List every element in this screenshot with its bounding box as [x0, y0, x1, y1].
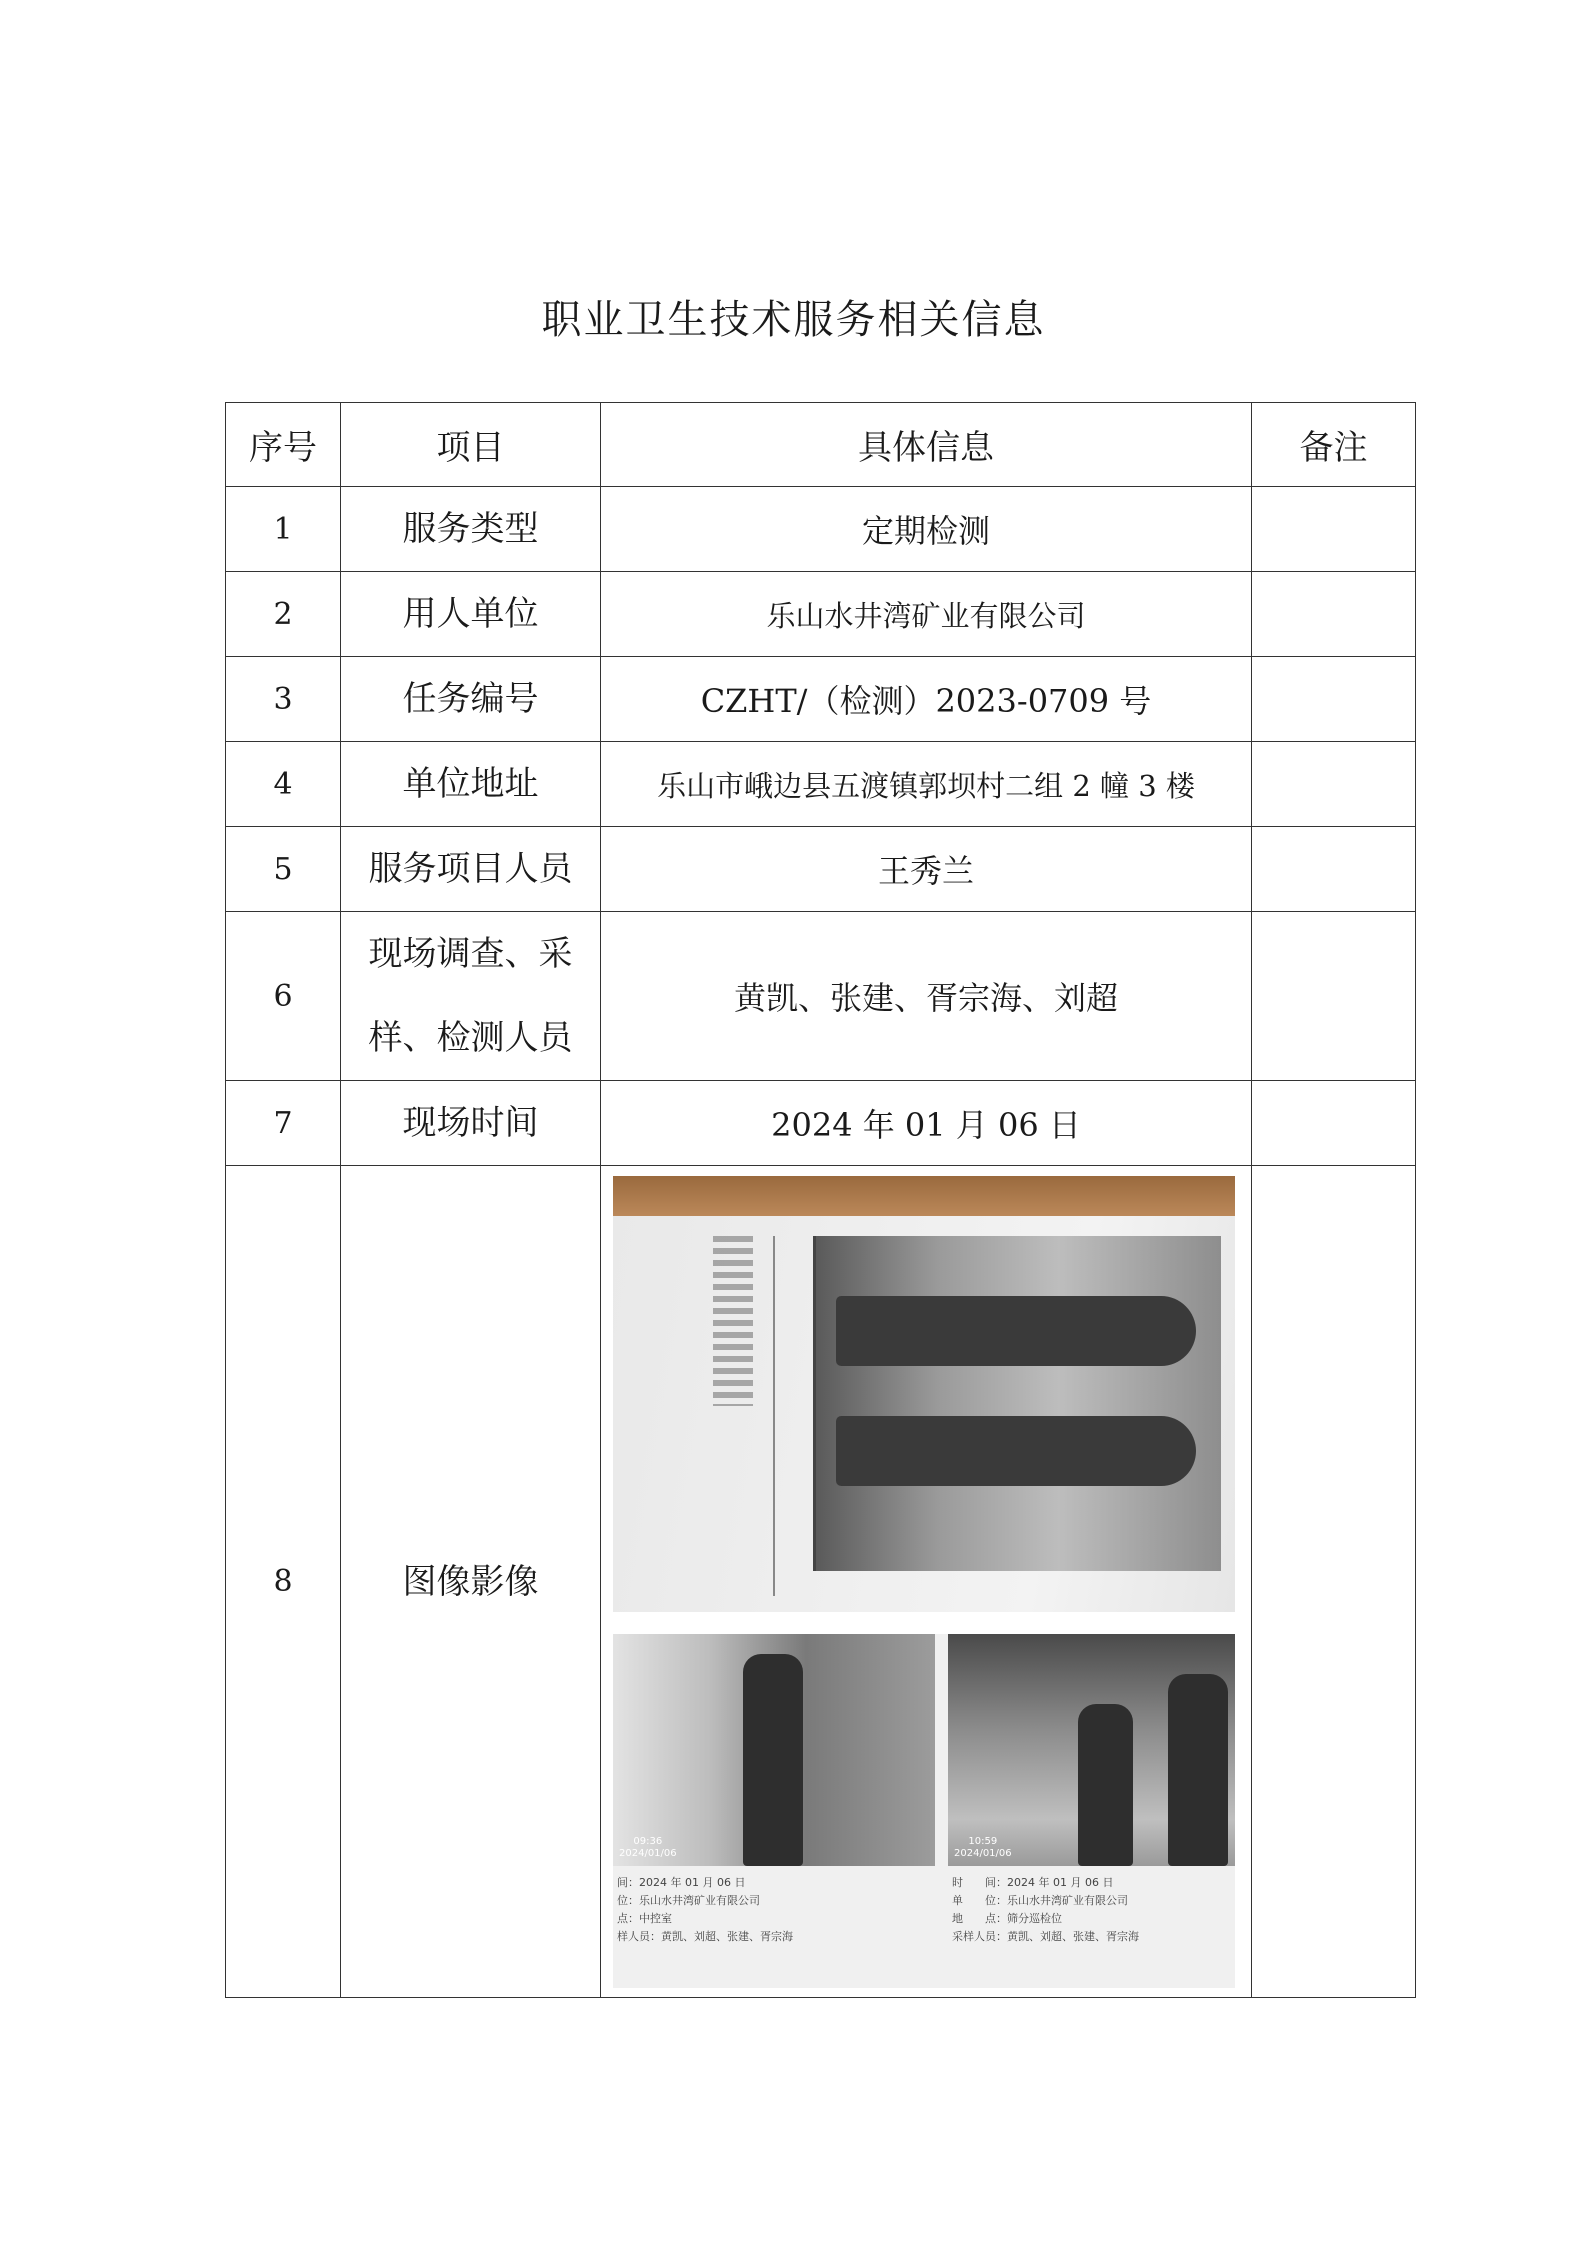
table-row	[226, 742, 1416, 827]
photo-caption	[613, 1874, 939, 1946]
row-detail: 定期检测	[601, 487, 1252, 572]
table-row	[226, 1081, 1416, 1166]
row-no: 5	[226, 827, 341, 912]
photo-collage	[613, 1176, 1235, 1988]
photo-person	[836, 1296, 1196, 1366]
row-detail: 王秀兰	[601, 827, 1252, 912]
row-no: 4	[226, 742, 341, 827]
row-note	[1252, 487, 1416, 572]
row-item: 现场时间	[341, 1081, 601, 1166]
stamp-date: 2024/01/06	[619, 1848, 677, 1859]
page-title: 职业卫生技术服务相关信息	[541, 297, 1046, 343]
row-detail: 2024 年 01 月 06 日	[601, 1081, 1252, 1166]
row-note	[1252, 742, 1416, 827]
row-note	[1252, 572, 1416, 657]
row-no: 7	[226, 1081, 341, 1166]
photo-person	[1078, 1704, 1133, 1866]
photo-stamp	[954, 1836, 1012, 1860]
header-item: 项目	[341, 403, 601, 487]
caption-staff: 样人员：黄凯、刘超、张建、胥宗海	[617, 1930, 793, 1943]
caption-unit: 单 位：乐山水井湾矿业有限公司	[952, 1894, 1128, 1907]
photo-divider	[773, 1236, 775, 1596]
row-detail-images	[601, 1166, 1252, 1998]
caption-place: 点：中控室	[617, 1912, 672, 1925]
row-item: 服务项目人员	[341, 827, 601, 912]
photo-row-bottom	[613, 1634, 1235, 1988]
photo-printed-text	[713, 1236, 753, 1406]
row-no: 2	[226, 572, 341, 657]
caption-place: 地 点：筛分巡检位	[952, 1912, 1062, 1925]
row-no: 8	[226, 1166, 341, 1998]
stamp-time: 09:36	[633, 1836, 663, 1847]
row-item: 用人单位	[341, 572, 601, 657]
table-row	[226, 912, 1416, 1081]
row-no: 3	[226, 657, 341, 742]
row-item: 服务类型	[341, 487, 601, 572]
stamp-time: 10:59	[968, 1836, 998, 1847]
caption-unit: 位：乐山水井湾矿业有限公司	[617, 1894, 760, 1907]
caption-time: 时 间：2024 年 01 月 06 日	[952, 1876, 1114, 1889]
photo-right	[948, 1634, 1235, 1988]
row-no: 1	[226, 487, 341, 572]
photo-person	[743, 1654, 803, 1866]
header-detail: 具体信息	[601, 403, 1252, 487]
table-row	[226, 827, 1416, 912]
table-row	[226, 1166, 1416, 1998]
row-item: 任务编号	[341, 657, 601, 742]
photo-control-room	[613, 1634, 935, 1866]
photo-person	[836, 1416, 1196, 1486]
row-item-line: 样、检测人员	[368, 1018, 573, 1058]
header-note: 备注	[1252, 403, 1416, 487]
photo-left	[613, 1634, 935, 1988]
row-detail: 黄凯、张建、胥宗海、刘超	[601, 912, 1252, 1081]
photo-stamp	[619, 1836, 677, 1860]
photo-caption	[948, 1874, 1239, 1946]
stamp-date: 2024/01/06	[954, 1848, 1012, 1859]
photo-print	[813, 1236, 1221, 1571]
row-detail: CZHT/（检测）2023-0709 号	[601, 657, 1252, 742]
table-header-row	[226, 403, 1416, 487]
row-note	[1252, 1166, 1416, 1998]
row-note	[1252, 912, 1416, 1081]
row-item-line: 现场调查、采	[368, 934, 573, 974]
row-item	[341, 912, 601, 1081]
row-detail: 乐山市峨边县五渡镇郭坝村二组 2 幢 3 楼	[601, 742, 1252, 827]
table-row	[226, 487, 1416, 572]
header-no: 序号	[226, 403, 341, 487]
row-item: 图像影像	[341, 1166, 601, 1998]
row-no: 6	[226, 912, 341, 1081]
caption-staff: 采样人员：黄凯、刘超、张建、胥宗海	[952, 1930, 1139, 1943]
row-note	[1252, 657, 1416, 742]
row-item: 单位地址	[341, 742, 601, 827]
photo-staff-portrait	[613, 1176, 1235, 1612]
caption-time: 间：2024 年 01 月 06 日	[617, 1876, 746, 1889]
table-row	[226, 657, 1416, 742]
row-detail: 乐山水井湾矿业有限公司	[601, 572, 1252, 657]
photo-person	[1168, 1674, 1228, 1866]
table-row	[226, 572, 1416, 657]
info-table	[225, 402, 1416, 1998]
row-note	[1252, 1081, 1416, 1166]
photo-screening-site	[948, 1634, 1235, 1866]
row-note	[1252, 827, 1416, 912]
